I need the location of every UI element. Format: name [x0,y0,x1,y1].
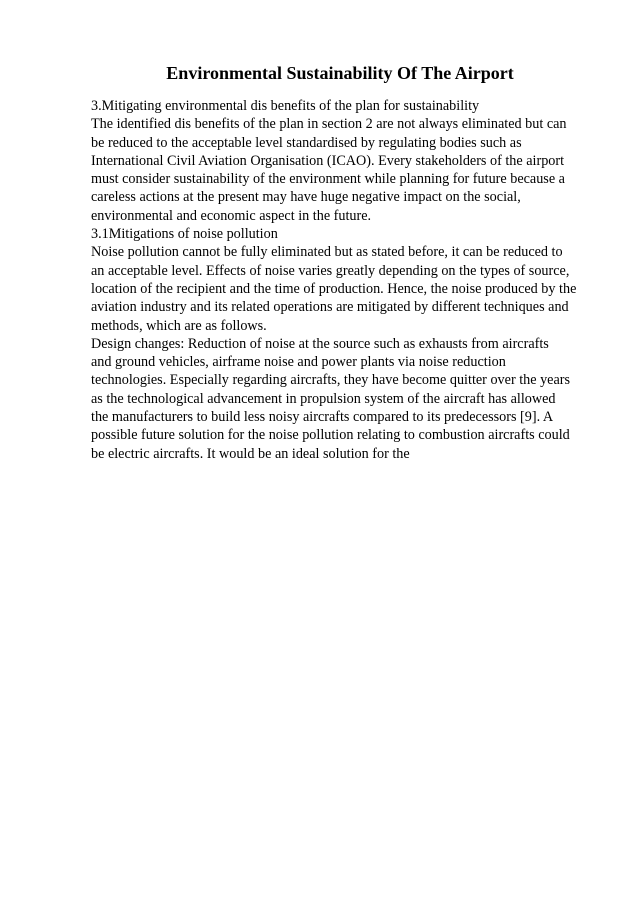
text-line: The identified dis benefits of the plan in section 2 are not always eliminated but can [91,116,567,133]
text-line: be reduced to the acceptable level standardised by regulating bodies such as [91,134,522,151]
text-line: possible future solution for the noise pollution relating to combustion aircrafts could [91,427,570,444]
text-line: International Civil Aviation Organisation (ICAO). Every stakeholders of the airport [91,152,565,169]
text-line: aviation industry and its related operations are mitigated by different techniques and [91,299,569,316]
text-line: Design changes: Reduction of noise at the source such as exhausts from aircrafts [91,335,549,352]
text-line: careless actions at the present may have huge negative impact on the social, [91,189,521,206]
text-line: as the technological advancement in propulsion system of the aircraft has allowed [91,390,556,407]
text-line: be electric aircrafts. It would be an ideal solution for the [91,445,410,462]
text-line: environmental and economic aspect in the future. [91,207,372,224]
body-text [91,97,611,463]
text-line: an acceptable level. Effects of noise varies greatly depending on the types of source, [91,262,570,279]
text-line: Noise pollution cannot be fully eliminated but as stated before, it can be reduced to [91,244,563,261]
page-title: Environmental Sustainability Of The Airport [166,63,514,83]
text-line: technologies. Especially regarding aircrafts, they have become quitter over the years [91,372,571,389]
text-line: must consider sustainability of the environment while planning for future because a [91,171,565,188]
text-line: and ground vehicles, airframe noise and power plants via noise reduction [91,354,506,371]
text-line: methods, which are as follows. [91,317,267,334]
text-line: 3.Mitigating environmental dis benefits of the plan for sustainability [91,98,480,114]
text-line: location of the recipient and the time of production. Hence, the noise produced by the [91,280,577,297]
text-line: the manufacturers to build less noisy aircrafts compared to its predecessors [9]. A [91,409,554,426]
text-line: 3.1Mitigations of noise pollution [91,226,278,243]
